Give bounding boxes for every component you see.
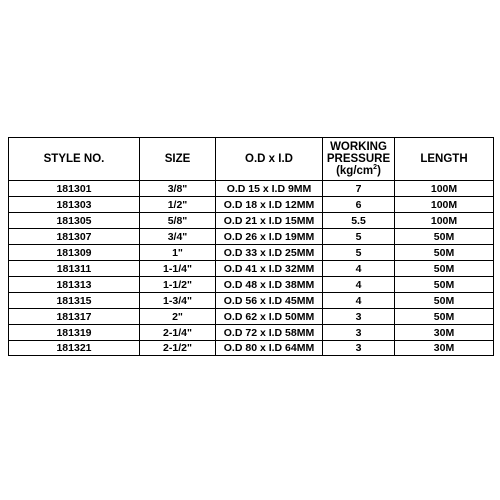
cell-od-id: O.D 48 x I.D 38MM: [216, 277, 323, 293]
spec-table: [8, 137, 494, 356]
cell-size: 1-1/4": [140, 261, 216, 277]
cell-working-pressure: 5.5: [323, 213, 395, 229]
cell-style-no: 181317: [9, 309, 140, 325]
cell-length: 100M: [395, 197, 494, 213]
cell-length: 50M: [395, 229, 494, 245]
cell-style-no: 181305: [9, 213, 140, 229]
table-row: [9, 293, 494, 309]
cell-size: 1-3/4": [140, 293, 216, 309]
cell-length: 30M: [395, 341, 494, 356]
cell-od-id: O.D 15 x I.D 9MM: [216, 181, 323, 197]
table-row: [9, 181, 494, 197]
cell-length: 50M: [395, 277, 494, 293]
cell-size: 2": [140, 309, 216, 325]
cell-size: 2-1/4": [140, 325, 216, 341]
cell-working-pressure: 5: [323, 229, 395, 245]
unit-suffix: ): [377, 165, 381, 177]
cell-style-no: 181309: [9, 245, 140, 261]
cell-length: 100M: [395, 213, 494, 229]
cell-style-no: 181311: [9, 261, 140, 277]
cell-size: 2-1/2": [140, 341, 216, 356]
cell-od-id: O.D 33 x I.D 25MM: [216, 245, 323, 261]
cell-size: 1": [140, 245, 216, 261]
cell-working-pressure: 5: [323, 245, 395, 261]
cell-length: 50M: [395, 261, 494, 277]
cell-length: 100M: [395, 181, 494, 197]
table-row: [9, 197, 494, 213]
cell-style-no: 181313: [9, 277, 140, 293]
cell-style-no: 181301: [9, 181, 140, 197]
cell-working-pressure: 4: [323, 277, 395, 293]
cell-working-pressure: 7: [323, 181, 395, 197]
cell-od-id: O.D 41 x I.D 32MM: [216, 261, 323, 277]
header-size: SIZE: [140, 138, 216, 181]
table-row: [9, 261, 494, 277]
unit-superscript: 2: [373, 164, 378, 172]
table-row: [9, 341, 494, 356]
header-length: LENGTH: [395, 138, 494, 181]
table-row: [9, 277, 494, 293]
header-working-pressure: [323, 138, 395, 181]
cell-working-pressure: 4: [323, 261, 395, 277]
table-row: [9, 309, 494, 325]
cell-working-pressure: 4: [323, 293, 395, 309]
cell-od-id: O.D 18 x I.D 12MM: [216, 197, 323, 213]
cell-working-pressure: 6: [323, 197, 395, 213]
table-row: [9, 229, 494, 245]
cell-style-no: 181303: [9, 197, 140, 213]
cell-od-id: O.D 62 x I.D 50MM: [216, 309, 323, 325]
header-row: [9, 138, 494, 181]
table-row: [9, 213, 494, 229]
header-working-pressure-unit: [323, 165, 394, 177]
cell-od-id: O.D 56 x I.D 45MM: [216, 293, 323, 309]
cell-working-pressure: 3: [323, 309, 395, 325]
cell-style-no: 181319: [9, 325, 140, 341]
cell-length: 50M: [395, 309, 494, 325]
header-working-pressure-line1: WORKING: [330, 141, 387, 153]
table-row: [9, 325, 494, 341]
table-row: [9, 245, 494, 261]
cell-od-id: O.D 72 x I.D 58MM: [216, 325, 323, 341]
header-style-no: STYLE NO.: [9, 138, 140, 181]
cell-length: 50M: [395, 293, 494, 309]
cell-working-pressure: 3: [323, 325, 395, 341]
cell-od-id: O.D 26 x I.D 19MM: [216, 229, 323, 245]
cell-od-id: O.D 21 x I.D 15MM: [216, 213, 323, 229]
cell-working-pressure: 3: [323, 341, 395, 356]
cell-style-no: 181307: [9, 229, 140, 245]
header-working-pressure-line2: PRESSURE: [326, 153, 391, 165]
cell-length: 50M: [395, 245, 494, 261]
cell-style-no: 181315: [9, 293, 140, 309]
unit-prefix: (kg/cm: [336, 165, 374, 177]
cell-size: 1/2": [140, 197, 216, 213]
cell-od-id: O.D 80 x I.D 64MM: [216, 341, 323, 356]
cell-length: 30M: [395, 325, 494, 341]
cell-style-no: 181321: [9, 341, 140, 356]
cell-size: 3/8": [140, 181, 216, 197]
cell-size: 3/4": [140, 229, 216, 245]
cell-size: 5/8": [140, 213, 216, 229]
header-od-id: O.D x I.D: [216, 138, 323, 181]
cell-size: 1-1/2": [140, 277, 216, 293]
